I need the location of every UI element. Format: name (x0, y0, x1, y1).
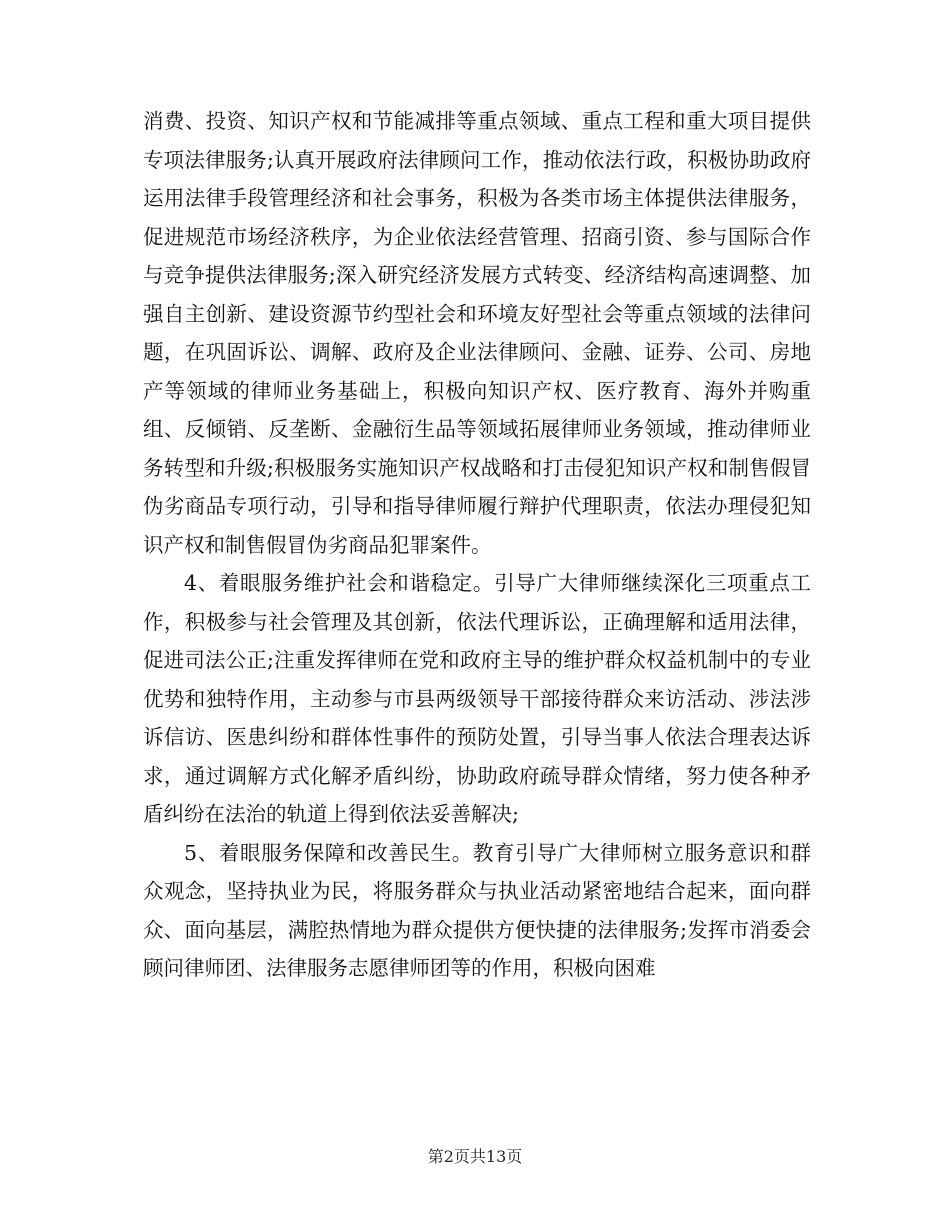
paragraph-3: 5、着眼服务保障和改善民生。教育引导广大律师树立服务意识和群众观念，坚持执业为民，将服务群众与执业活动紧密地结合起来，面向群众、面向基层，满腔热情地为群众提供方便快捷的法律服务;发挥市消委会顾问律师团、法律服务志愿律师团等的作用，积极向困难 (143, 840, 811, 980)
page-footer: 第2页共13页 (427, 1147, 523, 1166)
paragraph-2: 4、着眼服务维护社会和谐稳定。引导广大律师继续深化三项重点工作，积极参与社会管理及其创新，依法代理诉讼，正确理解和适用法律，促进司法公正;注重发挥律师在党和政府主导的维护群众权益机制中的专业优势和独特作用，主动参与市县两级领导干部接待群众来访活动、涉法涉诉信访、医患纠纷和群体性事件的预防处置，引导当事人依法合理表达诉求，通过调解方式化解矛盾纠纷，协助政府疏导群众情绪，努力使各种矛盾纠纷在法治的轨道上得到依法妥善解决; (143, 571, 811, 826)
body-text (143, 102, 811, 988)
paragraph-1: 消费、投资、知识产权和节能减排等重点领域、重点工程和重大项目提供专项法律服务;认真开展政府法律顾问工作，推动依法行政，积极协助政府运用法律手段管理经济和社会事务，积极为各类市场主体提供法律服务，促进规范市场经济秩序，为企业依法经营管理、招商引资、参与国际合作与竞争提供法律服务;深入研究经济发展方式转变、经济结构高速调整、加强自主创新、建设资源节约型社会和环境友好型社会等重点领域的法律问题，在巩固诉讼、调解、政府及企业法律顾问、金融、证券、公司、房地产等领域的律师业务基础上，积极向知识产权、医疗教育、海外并购重组、反倾销、反垄断、金融衍生品等领域拓展律师业务领域，推动律师业务转型和升级;积极服务实施知识产权战略和打击侵犯知识产权和制售假冒伪劣商品专项行动，引导和指导律师履行辩护代理职责，依法办理侵犯知识产权和制售假冒伪劣商品犯罪案件。 (143, 109, 811, 557)
